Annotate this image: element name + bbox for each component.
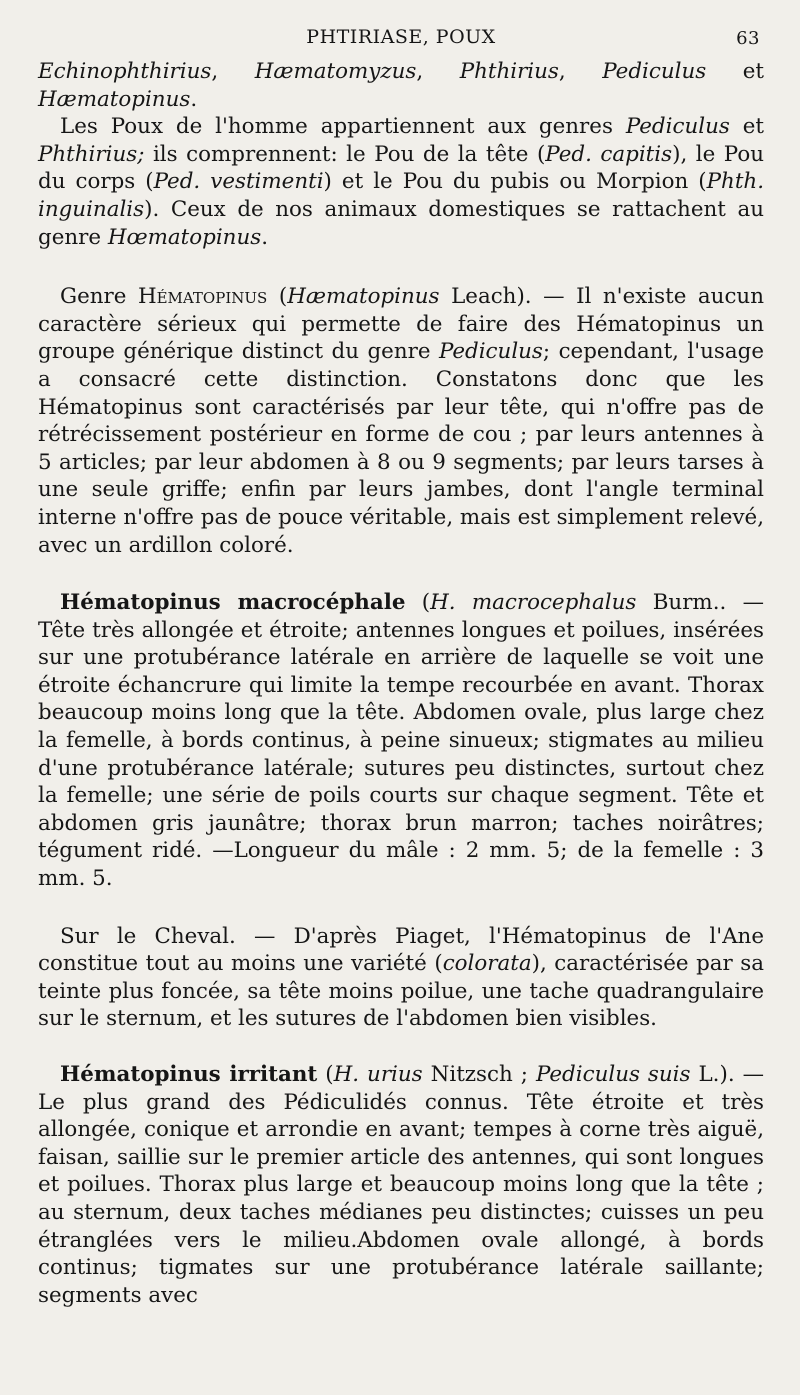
text-span: ( [267, 284, 288, 310]
genus-name: Phthirius; [38, 141, 145, 167]
text-span: Burm.. — Tête très allongée et étroite; antennes longues et poilues, insérées sur une protubérance latérale en arrière de laquelle se voit une étroite échancrure qui limite la tempe recourbée en avant. Thorax beaucoup moins long que la tête. Abdomen ovale, plus large chez la femelle, à bords continus, à peine sinueux; stigmates au milieu d'une protubérance latérale; sutures peu distinctes, surtout chez la femelle; une série de poils courts sur chaque segment. Tête et abdomen gris jaunâtre; thorax brun marron; taches noirâtres; tégument ridé. —Longueur du mâle : 2 mm. 5; de la femelle : 3 mm. 5. [38, 590, 764, 892]
text-span: Nitzsch ; [422, 1062, 536, 1087]
section-term: Hématopinus [137, 284, 268, 310]
text-span: . [190, 86, 198, 112]
text-span: Sur le Cheval. — D'après Piaget, l'Hématopinus de l'Ane constitue tout au moins une variété ( [38, 923, 764, 977]
species-name: Phth. inguinalis [38, 169, 764, 222]
text-span: ), caractérisée par sa teinte plus foncée, sa tête moins poilue, une tache quadrangulaire sur le sternum, et les sutures de l'abdomen bien visibles. [38, 951, 764, 1032]
text-span: ( [317, 1062, 334, 1087]
genus-name: Hæmatopinus [38, 86, 191, 112]
text-span: ; cependant, l'usage a consacré cette distinction. Constatons donc que les Hématopinus sont caractérisés par leur tête, qui n'offre pas de rétrécissement postérieur en forme de cou ; par leurs antennes à 5 articles; par leur abdomen à 8 ou 9 segments; par leurs tarses à une seule griffe; enfin par leurs jambes, dont l'angle terminal interne n'offre pas de pouce véritable, mais est simplement relevé, avec un ardillon coloré. [38, 339, 764, 558]
text-span: ) et le Pou du pubis ou Morpion ( [323, 169, 707, 195]
genus-name: Hæmatomyzus [254, 59, 417, 84]
species-name: H. macrocephalus [430, 590, 637, 616]
text-span: Les Poux de l'homme appartiennent aux genres [60, 114, 626, 140]
page-number: 63 [736, 28, 760, 49]
text-span: , [558, 59, 603, 84]
variety-name: colorata [442, 951, 532, 977]
text-span: Leach). — Il n'existe aucun caractère sérieux qui permette de faire des Hématopinus un groupe générique distinct du genre [38, 284, 764, 365]
paragraph-genre-hematopinus [38, 283, 764, 559]
paragraph-human-lice [38, 113, 764, 251]
species-heading: Hématopinus macrocéphale [60, 590, 406, 616]
genus-name: Pediculus [438, 339, 543, 365]
genus-name: Hæmatopinus [287, 284, 440, 310]
paragraph-hematopinus-macrocephale [38, 589, 764, 893]
text-span: et [729, 114, 764, 140]
text-span: , [211, 59, 255, 84]
page-header [38, 22, 764, 58]
genus-name: Pediculus [602, 59, 707, 84]
species-heading: Hématopinus irritant [60, 1062, 318, 1087]
text-span: . [261, 224, 269, 250]
genus-name: Phthirius [459, 59, 559, 84]
genus-name: Echinophthirius [38, 59, 212, 84]
species-name: Pediculus suis [535, 1062, 691, 1087]
text-span: , [416, 59, 460, 84]
text-span: ils comprennent: le Pou de la tête ( [144, 141, 546, 167]
paragraph-sur-le-cheval [38, 923, 764, 1033]
genus-name: Pediculus [625, 114, 730, 140]
genus-name: Hœmatopinus [107, 224, 262, 250]
text-span: ), le Pou du corps ( [38, 141, 764, 195]
text-span: ( [405, 590, 431, 616]
species-name: H. urius [333, 1062, 423, 1087]
paragraph-hematopinus-irritant [38, 1061, 764, 1309]
text-span: ). Ceux de nos animaux domestiques se rattachent au genre [38, 196, 764, 250]
species-name: Ped. vestimenti [153, 169, 324, 195]
paragraph-genera-list [38, 58, 764, 113]
text-span: et [706, 59, 765, 84]
text-span: L.). — Le plus grand des Pédiculidés connus. Tête étroite et très allongée, conique et arrondie en avant; tempes à corne très aiguë, faisan, saillie sur le premier article des antennes, qui sont longues et poilues. Thorax plus large et beaucoup moins long que la tête ; au sternum, deux taches médianes peu distinctes; cuisses un peu étranglées vers le milieu.Abdomen ovale allongé, à bords continus; tigmates sur une protubérance latérale saillante; segments avec [38, 1062, 764, 1308]
text-span: Genre [60, 284, 138, 310]
running-title: PHTIRIASE, POUX [306, 26, 496, 48]
species-name: Ped. capitis [545, 141, 673, 167]
